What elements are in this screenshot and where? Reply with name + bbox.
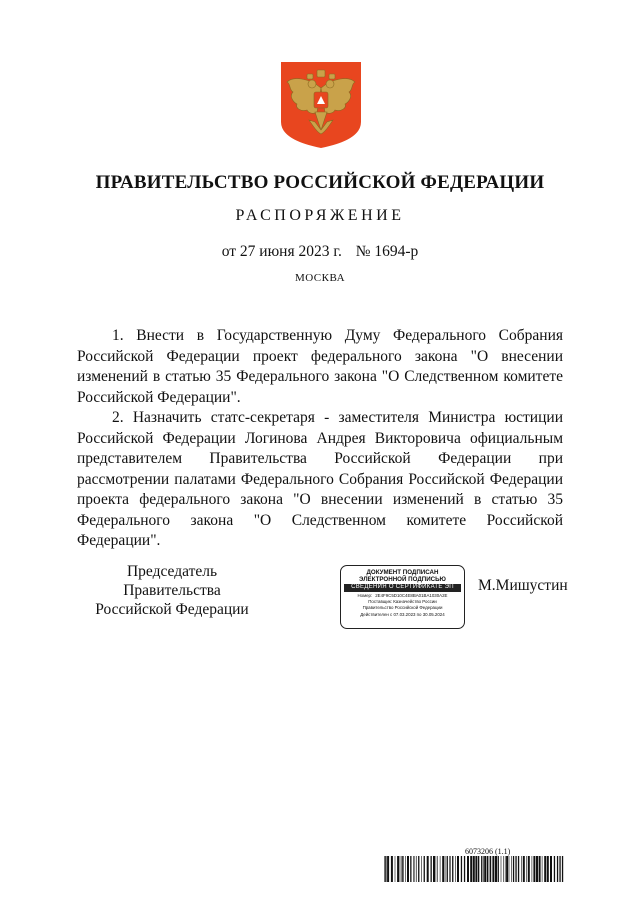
document-type: РАСПОРЯЖЕНИЕ bbox=[235, 207, 405, 224]
government-title: ПРАВИТЕЛЬСТВО РОССИЙСКОЙ ФЕДЕРАЦИИ bbox=[95, 172, 545, 193]
document-date: от 27 июня 2023 г. bbox=[221, 243, 342, 260]
stamp-validity: Действителен с 07.03.2023 по 30.05.2024 bbox=[360, 611, 445, 617]
stamp-number-label: Номер: bbox=[357, 592, 373, 598]
body-paragraph-1: 1. Внести в Государственную Думу Федерального Собрания Российской Федерации проект федерального закона "О внесении изменений в статью 35 Федерального закона "О Следственном комитете Российской Федерации". bbox=[77, 327, 563, 406]
document-city: МОСКВА bbox=[294, 272, 346, 284]
signer-title bbox=[77, 562, 267, 619]
stamp-line-1: ДОКУМЕНТ ПОДПИСАН bbox=[366, 569, 439, 576]
body-paragraph-2: 2. Назначить статс-секретаря - заместителя Министра юстиции Российской Федерации Логинова Андрея Викторовича официальным представителем Правительства Российской Федерации при рассмотрении палатами Федерального Собрания Российской Федерации проекта федерального закона "О внесении изменений в статью 35 Федерального закона "О Следственном комитете Российской Федерации". bbox=[77, 409, 563, 549]
stamp-certificate-bar: СВЕДЕНИЯ О СЕРТИФИКАТЕ ЭП bbox=[344, 584, 461, 592]
document-body bbox=[77, 326, 563, 552]
signer-title-line-2: Российской Федерации bbox=[95, 601, 249, 618]
electronic-signature-stamp bbox=[340, 565, 465, 629]
stamp-number-value: 2E4F9C5D10C4E8BA01BA1030A2E bbox=[375, 592, 448, 598]
barcode-icon bbox=[384, 856, 564, 882]
document-date-line bbox=[0, 243, 640, 261]
signer-title-line-1: Председатель Правительства bbox=[123, 563, 221, 599]
stamp-line-2: ЭЛЕКТРОННОЙ ПОДПИСЬЮ bbox=[359, 576, 446, 584]
signer-name: М.Мишустин bbox=[478, 577, 568, 594]
coat-of-arms-icon bbox=[279, 60, 363, 150]
stamp-issuer: Поставщик: Казначейство России bbox=[368, 599, 437, 605]
document-number: № 1694-р bbox=[355, 243, 419, 260]
stamp-owner: Правительство Российской Федерации bbox=[362, 605, 443, 611]
barcode-label: 6073206 (1.1) bbox=[465, 847, 511, 856]
